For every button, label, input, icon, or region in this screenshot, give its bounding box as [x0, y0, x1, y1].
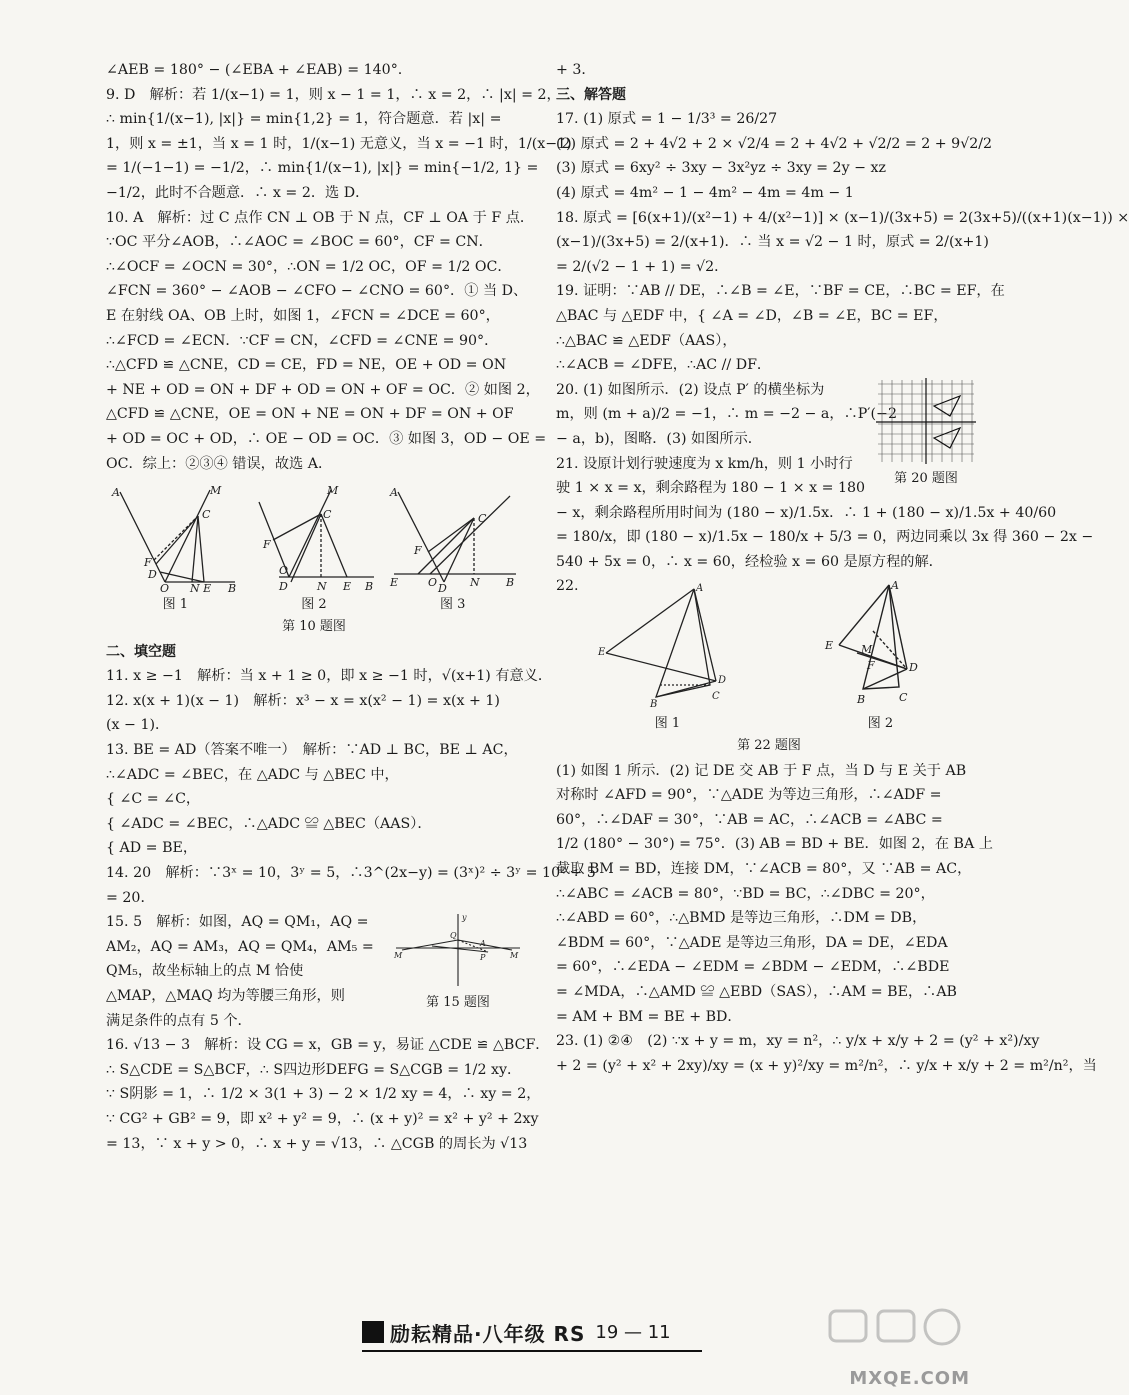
text-line: OC．综上：②③④ 错误，故选 A．	[106, 455, 333, 472]
text-line: + OD = OC + OD，∴ OE − OD = OC．③ 如图 3，OD − OE =	[106, 430, 547, 447]
svg-text:C: C	[202, 508, 211, 522]
svg-text:A: A	[695, 583, 703, 595]
text-line: ∠AEB = 180° − (∠EBA + ∠EAB) = 140°.	[106, 62, 403, 78]
svg-text:O: O	[427, 576, 437, 590]
right-text-block-e	[556, 759, 1097, 1079]
text-line: ∴△BAC ≌ △EDF（AAS），	[556, 332, 737, 349]
figure-10-3-drawing	[388, 482, 518, 596]
text-line: { AD = BE，	[106, 840, 198, 857]
svg-text:A: A	[890, 579, 899, 593]
text-line: m，则 (m + a)/2 = −1，∴ m = −2 − a，∴P′(−2	[556, 406, 897, 423]
figure-10	[106, 482, 522, 613]
watermark-text: MXQE.COM	[849, 1368, 970, 1389]
figure-22-1	[598, 581, 738, 732]
figure-10-2-caption: 图 2	[301, 597, 327, 613]
text-line: = 20．	[106, 889, 155, 906]
figure-10-1-caption: 图 1	[162, 597, 189, 613]
text-line: (x−1)/(3x+5) = 2/(x+1)．∴ 当 x = √2 − 1 时，原式 = 2/(x+1)	[556, 234, 989, 251]
svg-text:F: F	[413, 544, 422, 558]
text-line: { ∠C = ∠C，	[106, 791, 201, 808]
text-line: 驶 1 × x = x，剩余路程为 180 − 1 × x = 180	[556, 480, 866, 497]
svg-text:B: B	[228, 582, 237, 596]
text-line: { ∠ADC = ∠BEC，∴△ADC ≌ △BEC（AAS）．	[106, 815, 432, 832]
svg-text:B: B	[856, 693, 865, 707]
text-line: ∴∠ABC = ∠ACB = 80°，∵BD = BC，∴∠DBC = 20°，	[556, 885, 935, 902]
text-line: 9. D 解析：若 1/(x−1) = 1，则 x − 1 = 1，∴ x = 2，∴ |x| = 2，	[106, 86, 561, 103]
watermark-logo-icon	[822, 1305, 972, 1377]
text-line: 10. A 解析：过 C 点作 CN ⊥ OB 于 N 点，CF ⊥ OA 于 F 点．	[106, 209, 535, 226]
text-line: −1/2，此时不合题意．∴ x = 2．选 D．	[106, 184, 370, 201]
svg-text:C: C	[322, 508, 332, 522]
footer-rule	[362, 1350, 702, 1352]
figure-10-3	[388, 482, 518, 613]
figure-10-1	[110, 482, 240, 613]
svg-text:B: B	[364, 580, 374, 594]
left-text-block-b	[106, 664, 596, 910]
problem-15-block	[106, 910, 522, 1033]
text-line: 13. BE = AD（答案不唯一） 解析：∵AD ⊥ BC，BE ⊥ AC，	[106, 742, 518, 759]
text-line: AM₂，AQ = AM₃，AQ = QM₄，AM₅ =	[106, 938, 374, 955]
text-line: QM₅，故坐标轴上的点 M 恰使	[106, 963, 304, 980]
figure-22-1-drawing	[598, 581, 738, 711]
svg-text:A: A	[389, 486, 398, 500]
svg-text:Q: Q	[450, 931, 457, 941]
text-line: 18. 原式 = [6(x+1)/(x²−1) + 4/(x²−1)] × (x−1)/(3x+5) = 2(3x+5)/((x+1)(x−1)) ×	[556, 209, 1129, 226]
text-line: △BAC 与 △EDF 中，{ ∠A = ∠D，∠B = ∠E，BC = EF，	[556, 307, 948, 324]
text-line: = 60°，∴∠EDA − ∠EDM = ∠BDM − ∠EDM，∴∠BDE	[556, 959, 950, 976]
text-line: (2) 原式 = 2 + 4√2 + 2 × √2/4 = 2 + 4√2 + √2/2 = 2 + 9√2/2	[556, 135, 993, 152]
text-line: 19. 证明：∵AB // DE，∴∠B = ∠E，∵BF = CE，∴BC = EF，在	[556, 283, 1005, 300]
figure-10-2	[249, 482, 379, 613]
text-line: (4) 原式 = 4m² − 1 − 4m² − 4m = 4m − 1	[556, 184, 854, 201]
svg-text:M: M	[394, 951, 403, 961]
svg-text:C: C	[898, 691, 907, 705]
text-line: = 2/(√2 − 1 + 1) = √2．	[556, 258, 729, 275]
svg-text:M: M	[326, 484, 339, 498]
svg-text:D: D	[148, 568, 158, 582]
text-line: 对称时 ∠AFD = 90°，∵△ADE 为等边三角形，∴∠ADF =	[556, 787, 942, 804]
svg-text:D: D	[437, 582, 447, 596]
left-text-block-a	[106, 58, 572, 476]
text-line: 17. (1) 原式 = 1 − 1/3³ = 26/27	[556, 111, 778, 128]
text-line: 21. 设原计划行驶速度为 x km/h，则 1 小时行	[556, 455, 853, 472]
text-line: 23. (1) ②④ (2) ∵x + y = m，xy = n²，∴ y/x + x/y + 2 = (y² + x²)/xy	[556, 1033, 1040, 1050]
svg-text:A: A	[112, 486, 121, 500]
svg-text:M: M	[510, 951, 519, 961]
text-line: 1/2 (180° − 30°) = 75°．(3) AB = BD + BE．如图 2，在 BA 上	[556, 836, 993, 853]
footer-page-number: 19 — 11	[595, 1321, 671, 1343]
svg-text:B: B	[649, 699, 657, 711]
text-line: ∴ min{1/(x−1), |x|} = min{1,2} = 1，符合题意．若 |x| =	[106, 111, 502, 128]
svg-text:D: D	[908, 661, 918, 675]
text-line: ∵OC 平分∠AOB，∴∠AOC = ∠BOC = 60°，CF = CN．	[106, 234, 493, 251]
right-text-block-b	[556, 107, 1129, 378]
svg-text:C: C	[711, 691, 720, 703]
text-line: ∵ CG² + GB² = 9，即 x² + y² = 9，∴ (x + y)² = x² + y² + 2xy	[106, 1110, 539, 1127]
section-fill-in-title: 二、填空题	[106, 643, 176, 660]
svg-text:D: D	[717, 675, 726, 687]
figure-10-caption: 第 10 题图	[282, 619, 346, 635]
text-line: 20. (1) 如图所示．(2) 设点 P′ 的横坐标为	[556, 381, 825, 398]
figure-10-2-drawing	[249, 482, 379, 592]
text-line: (x − 1)．	[106, 717, 170, 734]
figure-20-grid	[874, 376, 978, 466]
text-line: ∴∠ACB = ∠DFE，∴AC // DF．	[556, 357, 772, 374]
figure-20-caption: 第 20 题图	[894, 470, 958, 486]
text-line: ∠FCN = 360° − ∠AOB − ∠CFO − ∠CNO = 60°．① 当 D、	[106, 283, 528, 300]
text-line: 16. √13 − 3 解析：设 CG = x，GB = y，易证 △CDE ≌ △BCF．	[106, 1037, 550, 1054]
figure-22-2	[821, 581, 941, 732]
text-line: = 180/x，即 (180 − x)/1.5x − 180/x + 5/3 = 0，两边同乘以 3x 得 360 − 2x −	[556, 529, 1094, 546]
text-line: 60°，∴∠DAF = 30°，∵AB = AC，∴∠ACB = ∠ABC =	[556, 811, 943, 828]
text-line: ∴∠OCF = ∠OCN = 30°，∴ON = 1/2 OC，OF = 1/2 OC．	[106, 258, 512, 275]
svg-text:M: M	[210, 484, 222, 498]
text-line: ∵ S阴影 = 1，∴ 1/2 × 3(1 + 3) − 2 × 1/2 xy = 4，∴ xy = 2，	[106, 1086, 541, 1103]
text-line: ∴∠ABD = 60°，∴△BMD 是等边三角形，∴DM = DB，	[556, 910, 927, 927]
figure-22-caption: 第 22 题图	[737, 738, 801, 754]
figure-15-caption: 第 15 题图	[426, 995, 490, 1011]
text-line: (1) 如图 1 所示．(2) 记 DE 交 AB 于 F 点，当 D 与 E 关于 AB	[556, 762, 967, 779]
right-text-block-c	[556, 378, 897, 476]
text-line: − a，b)，图略．(3) 如图所示．	[556, 430, 762, 447]
svg-text:E: E	[597, 647, 605, 659]
svg-text:y: y	[462, 913, 467, 923]
text-line: 12. x(x + 1)(x − 1) 解析：x³ − x = x(x² − 1) = x(x + 1)	[106, 692, 500, 709]
figure-20	[874, 376, 978, 487]
figure-22-2-drawing	[821, 581, 941, 711]
section-answer-title: 三、解答题	[556, 86, 626, 103]
right-column	[556, 58, 1129, 1078]
text-line: ∴∠ADC = ∠BEC，在 △ADC 与 △BEC 中，	[106, 766, 399, 783]
text-line: △MAP，△MAQ 均为等腰三角形，则	[106, 988, 345, 1004]
svg-text:F: F	[262, 538, 271, 552]
svg-text:E: E	[824, 639, 833, 653]
footer-brand: 励耘精品·八年级 RS	[390, 1321, 586, 1346]
text-line: 15. 5 解析：如图，AQ = QM₁，AQ =	[106, 914, 369, 931]
svg-text:O: O	[278, 564, 289, 578]
svg-text:F: F	[144, 556, 152, 570]
svg-text:N: N	[316, 580, 327, 594]
text-line: + 3．	[556, 62, 596, 78]
svg-text:D: D	[278, 580, 288, 594]
left-text-block-c	[106, 910, 376, 1033]
text-line: ∠BDM = 60°，∵△ADE 是等边三角形，DA = DE，∠EDA	[556, 934, 948, 951]
figure-15-drawing	[392, 910, 524, 990]
text-line: = 13，∵ x + y > 0，∴ x + y = √13，∴ △CGB 的周长为 √13	[106, 1135, 528, 1152]
text-line: E 在射线 OA、OB 上时，如图 1，∠FCN = ∠DCE = 60°，	[106, 307, 500, 324]
text-line: = 1/(−1−1) = −1/2，∴ min{1/(x−1), |x|} = min{−1/2, 1} =	[106, 160, 539, 177]
svg-text:B: B	[505, 576, 514, 590]
text-line: + 2 = (y² + x² + 2xy)/xy = (x + y)²/xy = m²/n²，∴ y/x + x/y + 2 = m²/n²，当	[556, 1057, 1097, 1074]
svg-text:O: O	[160, 582, 170, 596]
figure-22	[556, 581, 982, 732]
figure-10-1-drawing	[110, 482, 240, 596]
figure-15	[392, 910, 524, 1011]
text-line: = ∠MDA，∴△AMD ≌ △EBD（SAS），∴AM = BE，∴AB	[556, 984, 957, 1000]
text-line: 14. 20 解析：∵3ˣ = 10，3ʸ = 5，∴3^(2x−y) = (3ˣ)² ÷ 3ʸ = 10² ÷ 5	[106, 865, 596, 882]
figure-22-1-caption: 图 1	[654, 716, 681, 732]
svg-text:E: E	[389, 576, 398, 590]
svg-text:P: P	[480, 953, 486, 963]
text-line: 22.	[556, 578, 579, 595]
svg-text:M: M	[860, 643, 872, 657]
page-footer	[362, 1312, 722, 1352]
text-line: △CFD ≌ △CNE，OE = ON + NE = ON + DF = ON + OF	[106, 406, 514, 423]
svg-text:A: A	[480, 939, 486, 949]
text-line: 540 + 5x = 0，∴ x = 60，经检验 x = 60 是原方程的解．	[556, 553, 943, 570]
svg-text:N: N	[469, 576, 480, 590]
left-text-block-d	[106, 1033, 550, 1156]
text-line: ∴∠FCD = ∠ECN．∵CF = CN，∠CFD = ∠CNE = 90°．	[106, 332, 499, 349]
text-line: 截取 BM = BD，连接 DM，∵∠ACB = 80°，又 ∵AB = AC，	[556, 861, 972, 878]
problem-20-block	[556, 378, 982, 486]
text-line: = AM + BM = BE + BD．	[556, 1008, 742, 1025]
text-line: − x，剩余路程所用时间为 (180 − x)/1.5x．∴ 1 + (180 − x)/1.5x + 40/60	[556, 504, 1057, 521]
text-line: ∴ S△CDE = S△BCF，∴ S四边形DEFG = S△CGB = 1/2 xy．	[106, 1061, 522, 1078]
svg-text:N E: N E	[190, 582, 212, 596]
right-text-block-a	[556, 58, 982, 83]
text-line: 11. x ≥ −1 解析：当 x + 1 ≥ 0，即 x ≥ −1 时，√(x+1) 有意义．	[106, 668, 553, 685]
figure-10-3-caption: 图 3	[439, 597, 466, 613]
footer-logo-mark	[362, 1321, 384, 1343]
svg-text:E: E	[342, 580, 352, 594]
svg-text:F: F	[866, 659, 875, 673]
svg-text:C: C	[477, 512, 487, 526]
figure-22-2-caption: 图 2	[867, 716, 894, 732]
text-line: + NE + OD = ON + DF + OD = ON + OF = OC．② 如图 2，	[106, 381, 540, 398]
text-line: ∴△CFD ≌ △CNE，CD = CE，FD = NE，OE + OD = ON	[106, 357, 507, 374]
text-line: 满足条件的点有 5 个．	[106, 1012, 252, 1029]
text-line: (3) 原式 = 6xy² ÷ 3xy − 3x²yz ÷ 3xy = 2y − xz	[556, 160, 886, 177]
text-line: 1，则 x = ±1，当 x = 1 时，1/(x−1) 无意义，当 x = −1 时，1/(x−1)	[106, 135, 572, 152]
